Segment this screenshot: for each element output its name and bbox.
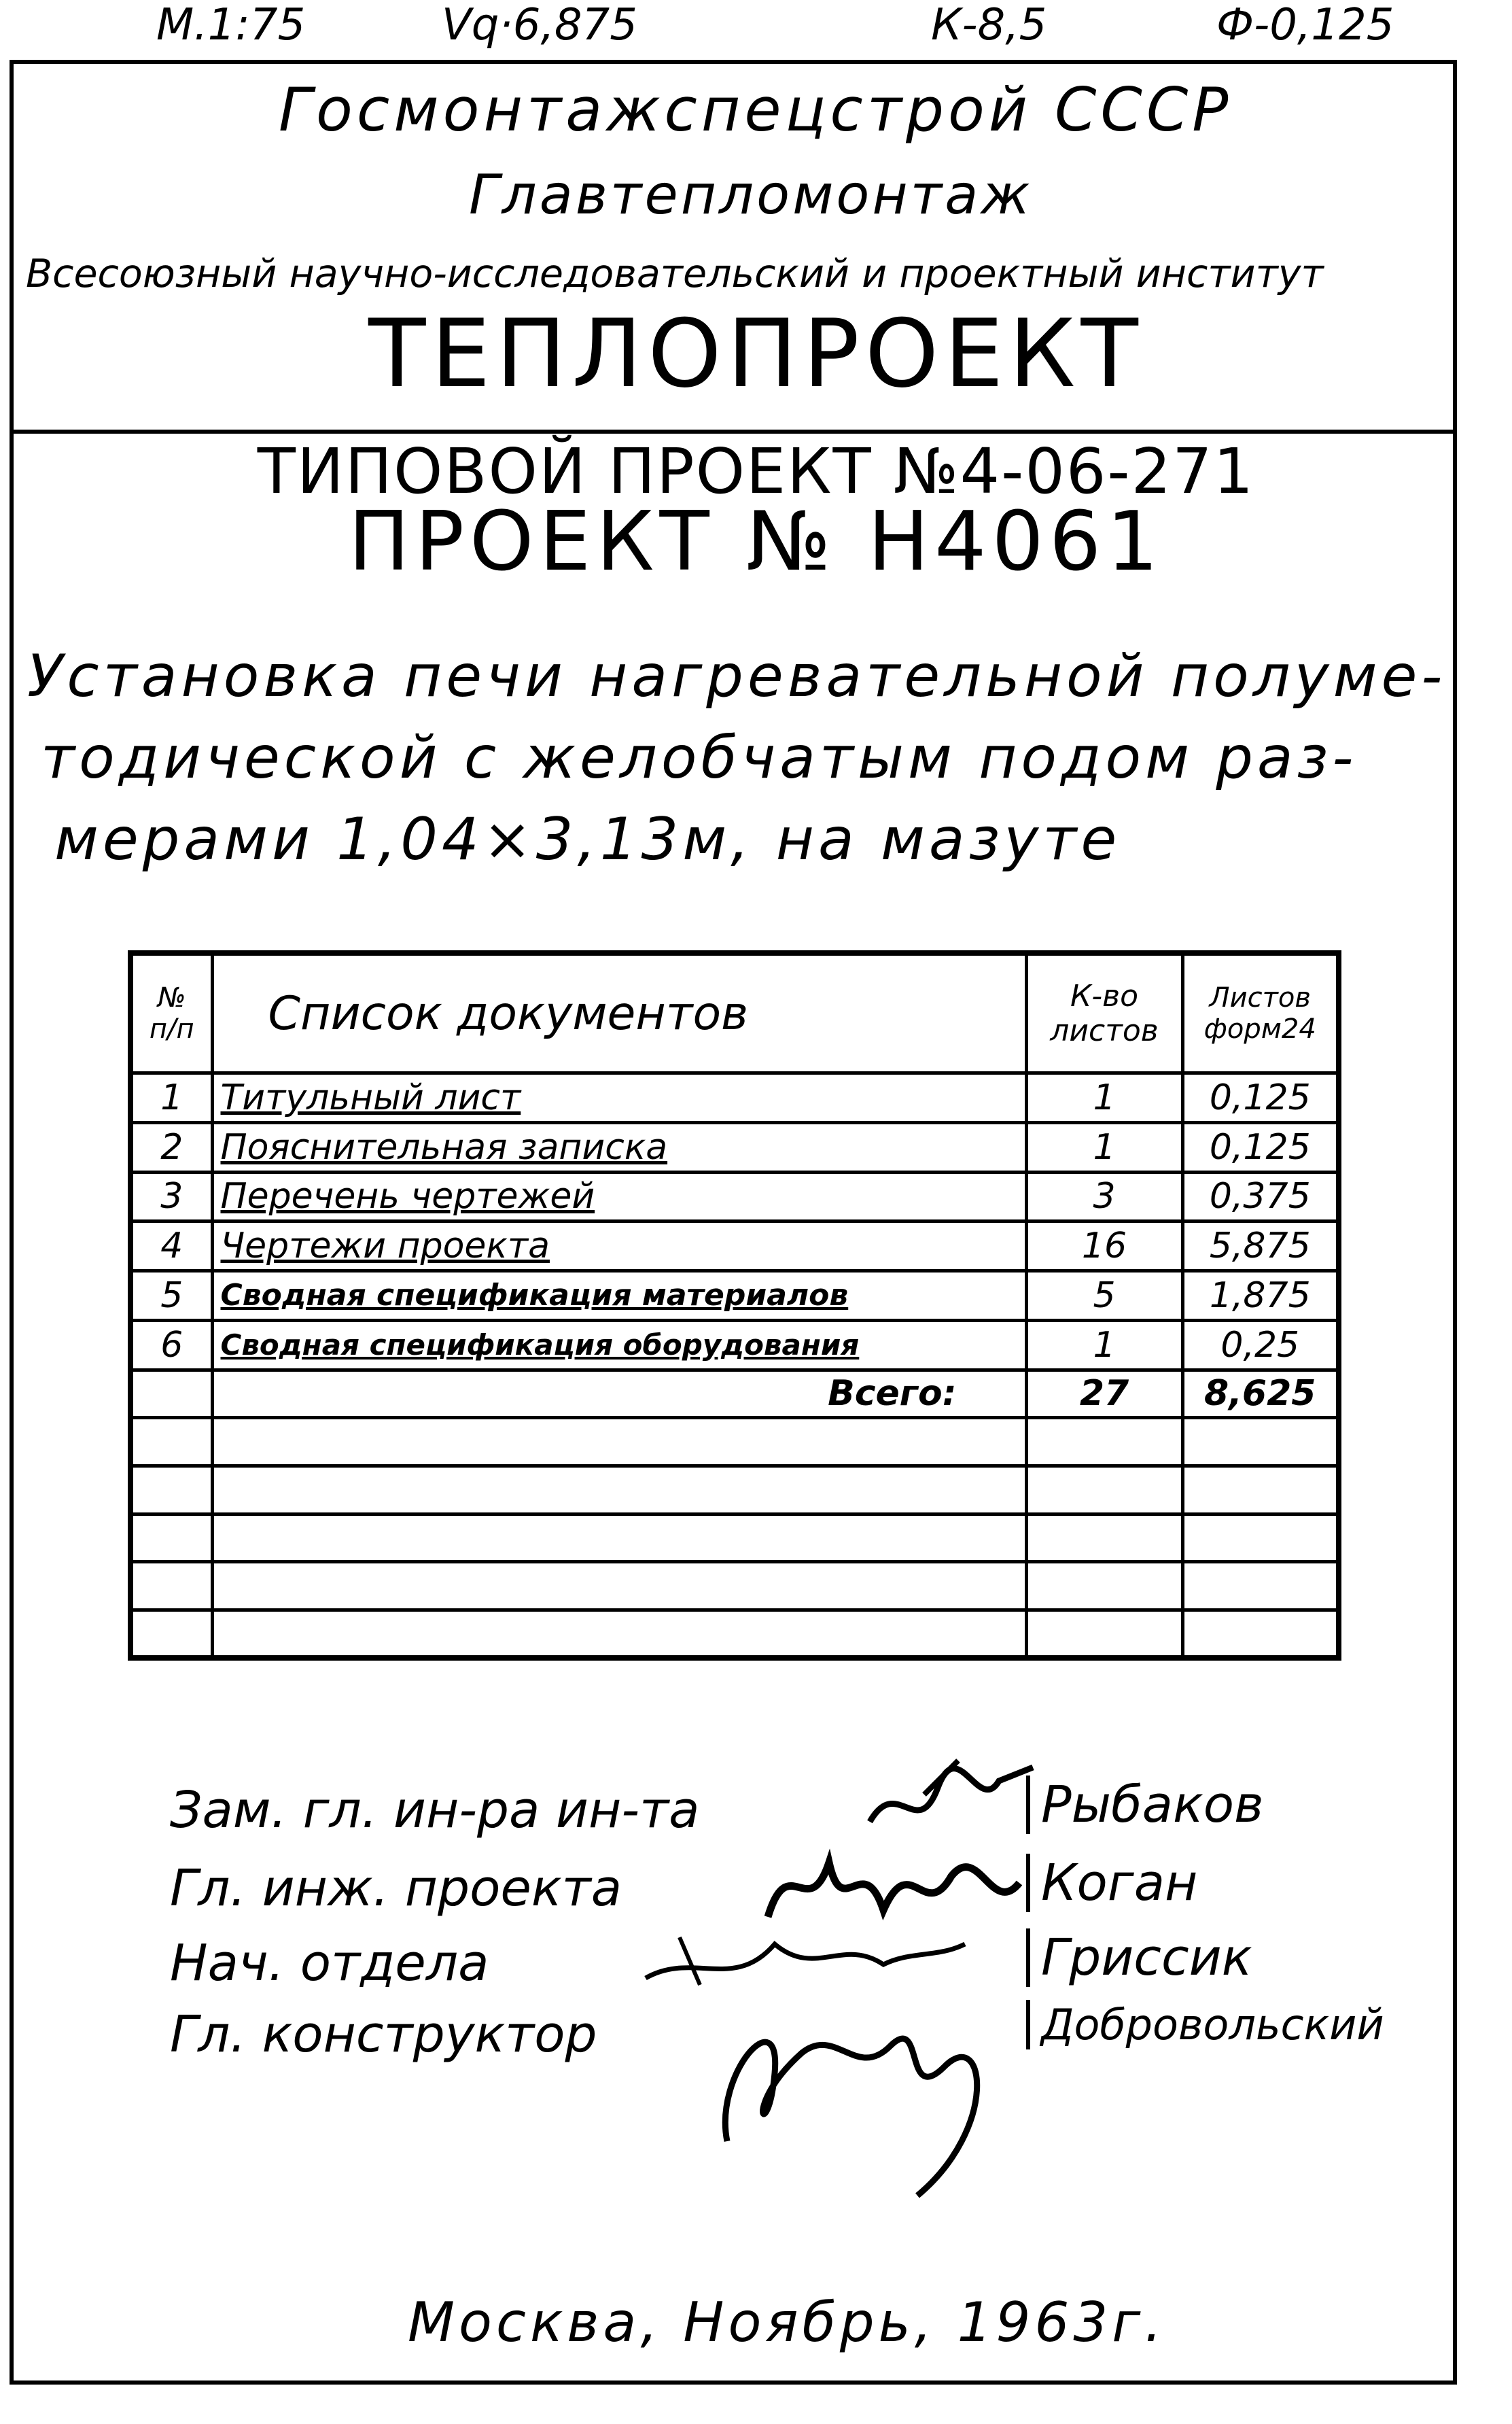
row-format: 1,875 xyxy=(1182,1271,1339,1321)
signature-name-4: Добровольский xyxy=(1026,2000,1384,2049)
signature-mark-4 xyxy=(700,1971,1026,2202)
header-title: Список документов xyxy=(212,953,1026,1073)
institute-name: ТЕПЛОПРОЕКТ xyxy=(368,299,1144,409)
row-count: 3 xyxy=(1026,1172,1182,1222)
row-format: 5,875 xyxy=(1182,1222,1339,1271)
row-title: Пояснительная записка xyxy=(212,1122,1026,1172)
table-row xyxy=(130,1122,1339,1172)
row-title: Чертежи проекта xyxy=(212,1222,1026,1271)
row-title: Титульный лист xyxy=(212,1073,1026,1123)
description-line-2: тодической с желобчатым подом раз- xyxy=(41,724,1358,792)
total-count: 27 xyxy=(1026,1370,1182,1418)
signature-name-1: Рыбаков xyxy=(1026,1776,1264,1834)
total-format: 8,625 xyxy=(1182,1370,1339,1418)
row-format: 0,125 xyxy=(1182,1122,1339,1172)
total-label: Всего: xyxy=(212,1370,1026,1418)
table-row xyxy=(130,1271,1339,1321)
row-count: 1 xyxy=(1026,1320,1182,1370)
row-title: Сводная спецификация материалов xyxy=(212,1271,1026,1321)
row-num: 3 xyxy=(130,1172,212,1222)
row-num: 5 xyxy=(130,1271,212,1321)
row-title: Сводная спецификация оборудования xyxy=(212,1320,1026,1370)
row-count: 16 xyxy=(1026,1222,1182,1271)
place-and-date: Москва, Ноябрь, 1963г. xyxy=(408,2291,1166,2354)
row-num: 1 xyxy=(130,1073,212,1123)
table-row xyxy=(130,1172,1339,1222)
header-count: К-во листов xyxy=(1026,953,1182,1073)
top-note-coefficient: К-8,5 xyxy=(931,0,1047,50)
institute-full-name xyxy=(26,252,1446,296)
top-note-volume: Vq·6,875 xyxy=(442,0,637,50)
total-empty-cell xyxy=(130,1370,212,1418)
table-row xyxy=(130,1320,1339,1370)
table-row xyxy=(130,1222,1339,1271)
row-num: 4 xyxy=(130,1222,212,1271)
row-num: 6 xyxy=(130,1320,212,1370)
project-number: ПРОЕКТ № Н4061 xyxy=(348,495,1164,589)
signature-name-3: Гриссик xyxy=(1026,1928,1252,1987)
description-line-3: мерами 1,04×3,13м, на мазуте xyxy=(54,806,1121,873)
row-format: 0,25 xyxy=(1182,1320,1339,1370)
institute-full-name-text: Всесоюзный научно-исследовательский и проектный институт xyxy=(26,252,1324,296)
description-line-1: Установка печи нагревательной полуме- xyxy=(27,642,1447,710)
table-empty-row xyxy=(130,1418,1339,1466)
signature-role-2: Гл. инж. проекта xyxy=(170,1859,622,1918)
row-title: Перечень чертежей xyxy=(212,1172,1026,1222)
typical-project-number: ТИПОВОЙ ПРОЕКТ №4-06-271 xyxy=(257,435,1255,508)
table-empty-row xyxy=(130,1562,1339,1610)
top-note-format: Ф-0,125 xyxy=(1216,0,1394,50)
table-row xyxy=(130,1073,1339,1123)
signature-name-2: Коган xyxy=(1026,1854,1197,1912)
signature-role-3: Нач. отдела xyxy=(170,1934,489,1992)
header-divider xyxy=(10,430,1457,434)
row-format: 0,375 xyxy=(1182,1172,1339,1222)
table-empty-row xyxy=(130,1466,1339,1514)
header-format: Листов форм24 xyxy=(1182,953,1339,1073)
header-num: № п/п xyxy=(130,953,212,1073)
signature-role-1: Зам. гл. ин-ра ин-та xyxy=(170,1781,700,1839)
table-empty-row xyxy=(130,1610,1339,1658)
signature-role-4: Гл. конструктор xyxy=(170,2005,597,2064)
row-num: 2 xyxy=(130,1122,212,1172)
top-note-scale: М.1:75 xyxy=(156,0,306,50)
table-total-row xyxy=(130,1370,1339,1418)
row-count: 1 xyxy=(1026,1073,1182,1123)
table-header-row xyxy=(130,953,1339,1073)
row-count: 1 xyxy=(1026,1122,1182,1172)
row-count: 5 xyxy=(1026,1271,1182,1321)
department-title: Главтепломонтаж xyxy=(469,163,1033,226)
table-empty-row xyxy=(130,1514,1339,1562)
documents-table xyxy=(128,950,1341,1661)
row-format: 0,125 xyxy=(1182,1073,1339,1123)
ministry-title: Госмонтажспецстрой СССР xyxy=(279,75,1233,145)
